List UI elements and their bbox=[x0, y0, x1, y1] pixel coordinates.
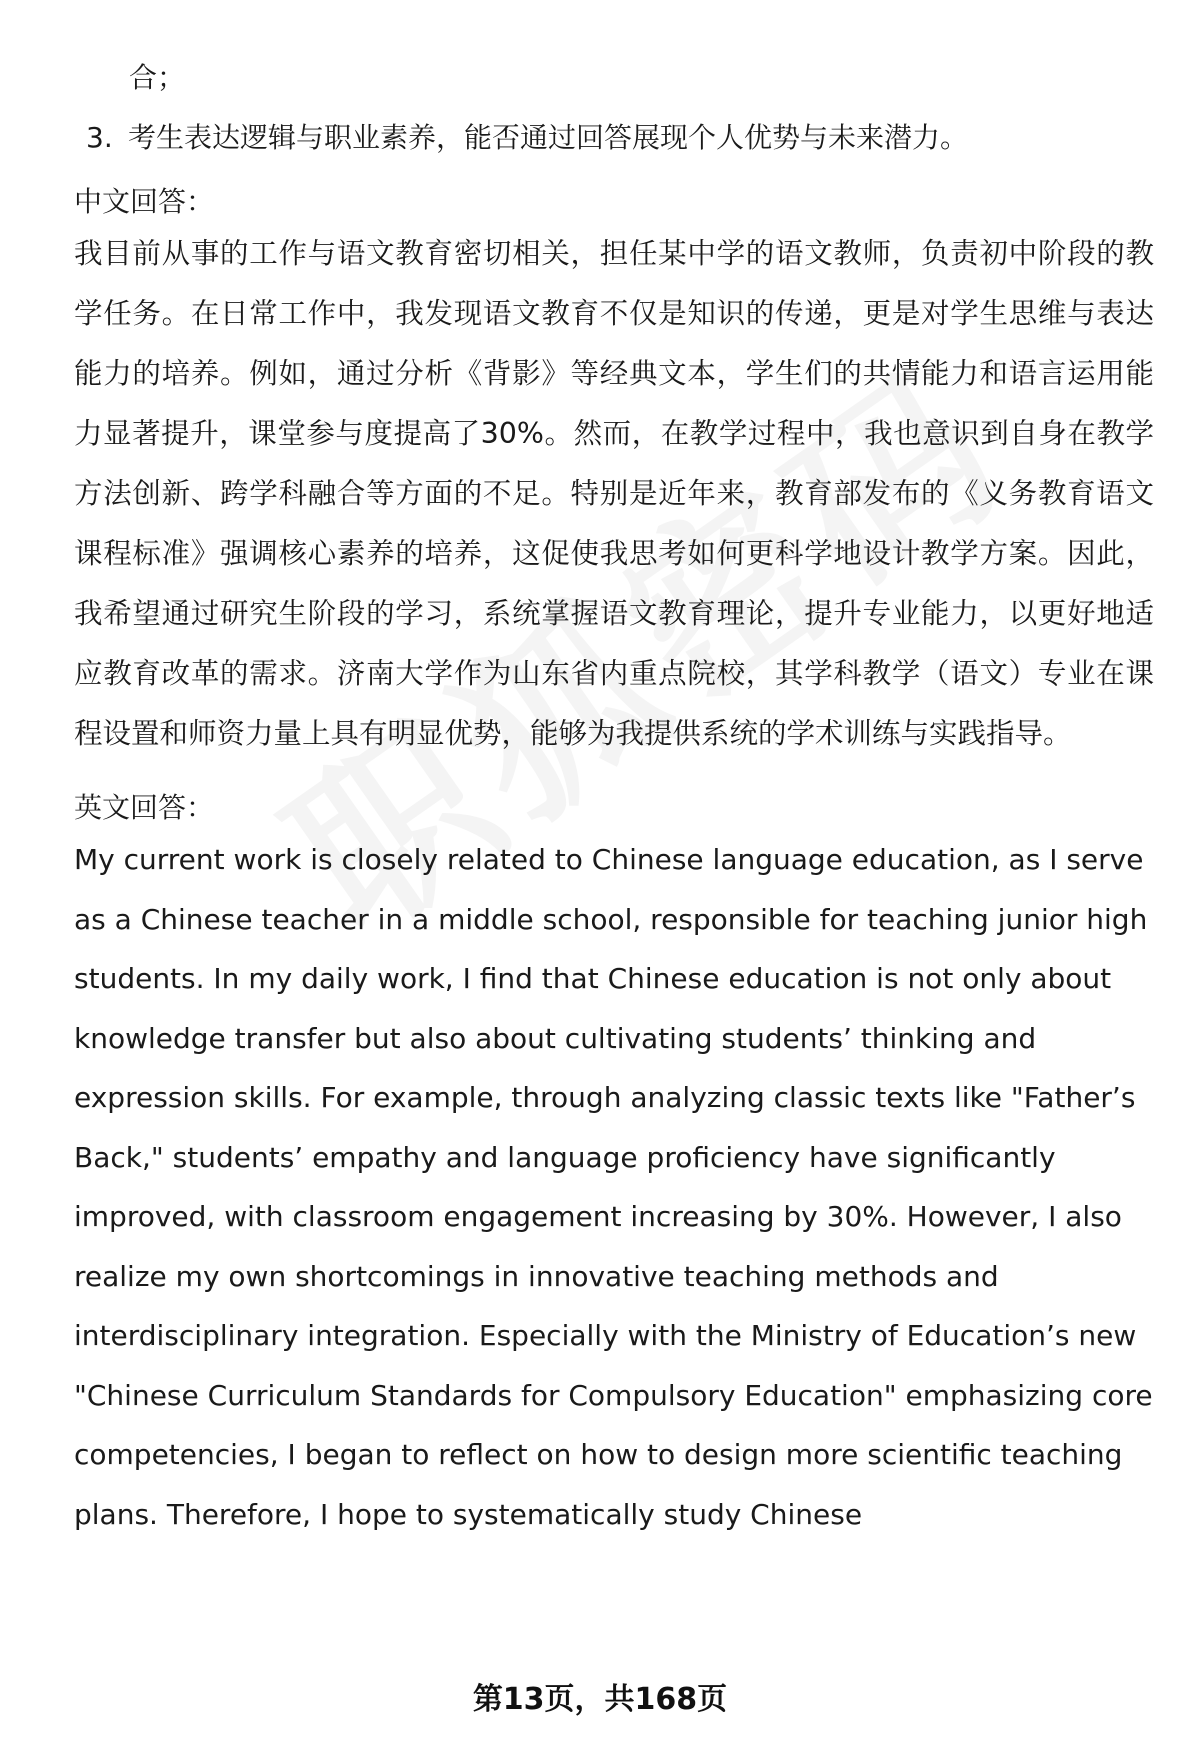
chinese-answer-paragraph: 我目前从事的工作与语文教育密切相关，担任某中学的语文教师，负责初中阶段的教学任务。在日常工作中，我发现语文教育不仅是知识的传递，更是对学生思维与表达能力的培养。例如，通过分析《背影》等经典文本，学生们的共情能力和语言运用能力显著提升，课堂参与度提高了30%。然而，在教学过程中，我也意识到自身在教学方法创新、跨学科融合等方面的不足。特别是近年来，教育部发布的《义务教育语文课程标准》强调核心素养的培养，这促使我思考如何更科学地设计教学方案。因此，我希望通过研究生阶段的学习，系统掌握语文教育理论，提升专业能力，以更好地适应教育改革的需求。济南大学作为山东省内重点院校，其学科教学（语文）专业在课程设置和师资力量上具有明显优势，能够为我提供系统的学术训练与实践指导。 bbox=[74, 237, 1154, 750]
list-item-text: 考生表达逻辑与职业素养，能否通过回答展现个人优势与未来潜力。 bbox=[128, 121, 969, 154]
document-body bbox=[74, 52, 1154, 1544]
english-answer-label: 英文回答： bbox=[74, 791, 215, 824]
list-item-number: 3. bbox=[86, 121, 113, 154]
english-answer-paragraph: My current work is closely related to Chinese language education, as I serve as a Chinese teacher in a middle school, responsible for teaching junior high students. In my daily work, I find that Chinese education is not only about knowledge transfer but also about cultivating students’ thinking and expression skills. For example, through analyzing classic texts like "Father’s Back," students’ empathy and language proficiency have significantly improved, with classroom engagement increasing by 30%. However, I also realize my own shortcomings in innovative teaching methods and interdisciplinary integration. Especially with the Ministry of Education’s new "Chinese Curriculum Standards for Compulsory Education" emphasizing core competencies, I began to reflect on how to design more scientific teaching plans. Therefore, I hope to systematically study Chinese bbox=[74, 843, 1153, 1531]
continued-line: 合； bbox=[129, 61, 186, 94]
page-number-footer: 第13页，共168页 bbox=[472, 1682, 728, 1717]
chinese-answer-label: 中文回答： bbox=[74, 185, 215, 218]
list-item-3 bbox=[86, 118, 1154, 158]
